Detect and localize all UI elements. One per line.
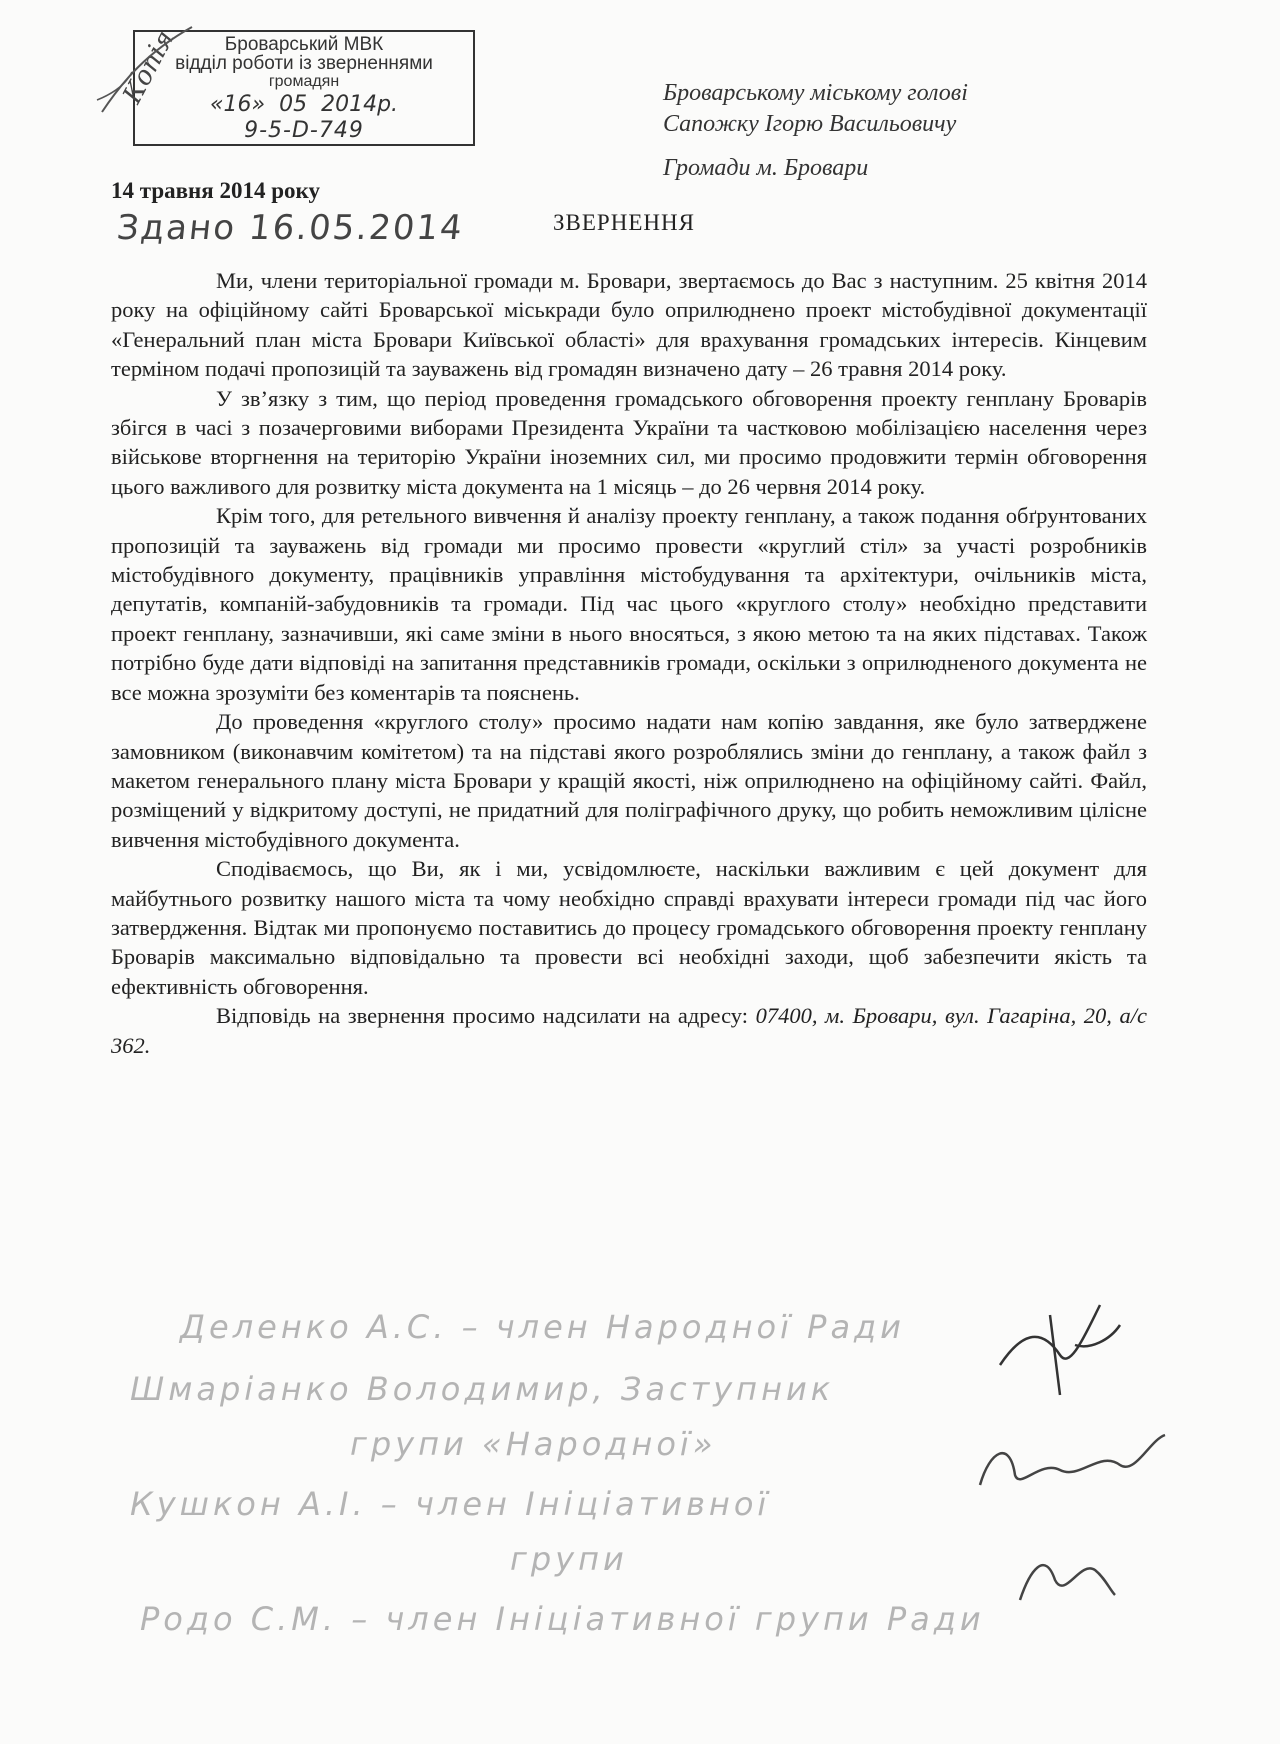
signature-3-icon bbox=[1010, 1540, 1120, 1610]
signature-1-icon bbox=[990, 1295, 1130, 1405]
handwritten-line-5: групи bbox=[510, 1540, 628, 1578]
paragraph-5: Сподіваємось, що Ви, як і ми, усвідомлюєте, наскільки важливим є цей документ для майбутнього розвитку нашого міста та чому необхідно справді врахувати інтереси громади під час його затвердження. Відтак ми пропонуємо поставитись до процесу громадського обговорення проекту генплану Броварів максимально відповідально та провести всі необхідні заходи, щоб забезпечити якість та ефективність обговорення. bbox=[111, 856, 1147, 999]
handwritten-line-1: Деленко А.С. – член Народної Ради bbox=[180, 1308, 905, 1346]
handwritten-line-3: групи «Народної» bbox=[350, 1425, 717, 1463]
stamp-date-day: 16 bbox=[223, 92, 252, 117]
reply-address: 07400, м. Бровари, вул. Гагаріна, 20, а/с 362. bbox=[111, 1003, 1147, 1058]
letter-body bbox=[111, 266, 1147, 1060]
stamp-date-year: 2014 bbox=[321, 92, 378, 117]
signatures-area bbox=[130, 1300, 1170, 1720]
handwritten-submitted-note: Здано 16.05.2014 bbox=[114, 208, 466, 248]
addressee-block bbox=[663, 78, 968, 184]
stamp-line-3: громадян bbox=[268, 73, 340, 90]
stamp-date-suffix: р. bbox=[377, 92, 399, 117]
sender-line: Громади м. Бровари bbox=[663, 155, 869, 181]
stamp-line-2: відділ роботи із зверненнями bbox=[175, 53, 433, 74]
addressee-line-2: Сапожку Ігорю Васильовичу bbox=[663, 111, 957, 137]
stamp-date-month: 05 bbox=[279, 92, 308, 117]
paragraph-1: Ми, члени територіальної громади м. Бровари, звертаємось до Вас з наступним. 25 квітня 2014 року на офіційному сайті Броварської міськради було оприлюднено проект містобудівної документації «Генеральний план міста Бровари Київської області» для врахування громадських інтересів. Кінцевим терміном подачі пропозицій та зауважень від громадян визначено дату – 26 травня 2014 року. bbox=[111, 268, 1147, 382]
closing-text: Відповідь на звернення просимо надсилати на адресу: bbox=[216, 1003, 756, 1029]
stamp-date: «16» 05 2014р. bbox=[209, 92, 399, 117]
signature-2-icon bbox=[970, 1430, 1170, 1500]
paragraph-3: Крім того, для ретельного вивчення й аналізу проекту генплану, а також подання обґрунтованих пропозицій та зауважень від громади ми просимо провести «круглий стіл» за участі розробників містобудівного документу, працівників управління містобудування та архітектури, очільників міста, депутатів, компаній-забудовників та громади. Під час цього «круглого столу» необхідно представити проект генплану, зазначивши, які саме зміни в нього вносяться, з якою метою та на яких підставах. Також потрібно буде дати відповіді на запитання представників громади, оскільки з оприлюдненого документа не все можна зрозуміти без коментарів та пояснень. bbox=[111, 503, 1147, 705]
addressee-line-1: Броварському міському голові bbox=[663, 80, 968, 106]
copy-mark-scrawl-icon bbox=[92, 22, 202, 122]
stamp-registration-number: 9-5-D-749 bbox=[244, 118, 364, 143]
closing-paragraph bbox=[111, 1001, 1147, 1060]
letter-date: 14 травня 2014 року bbox=[111, 178, 320, 203]
paragraph-4: До проведення «круглого столу» просимо надати нам копію завдання, яке було затверджене замовником (виконавчим комітетом) та на підставі якого розроблялись зміни до генплану, а також файл з макетом генерального плану міста Бровари у кращій якості, ніж оприлюднено на офіційному сайті. Файл, розміщений у відкритому доступі, не придатний для поліграфічного друку, що робить неможливим цілісне вивчення містобудівного документа. bbox=[111, 709, 1147, 852]
stamp-line-1: Броварський МВК bbox=[224, 34, 384, 55]
handwritten-line-6: Родо С.М. – член Ініціативної групи Ради bbox=[140, 1600, 985, 1638]
handwritten-line-2: Шмаріанко Володимир, Заступник bbox=[130, 1370, 835, 1408]
paragraph-2: У зв’язку з тим, що період проведення громадського обговорення проекту генплану Броварів збігся в часі з позачерговими виборами Президента України та частковою мобілізацією населення через військове вторгнення на територію України іноземних сил, ми просимо продовжити термін обговорення цього важливого для розвитку міста документа на 1 місяць – до 26 червня 2014 року. bbox=[111, 385, 1147, 499]
handwritten-line-4: Кушкон А.І. – член Ініціативної bbox=[130, 1485, 771, 1523]
copy-mark: Копія bbox=[117, 25, 181, 109]
document-heading: ЗВЕРНЕННЯ bbox=[553, 210, 695, 235]
